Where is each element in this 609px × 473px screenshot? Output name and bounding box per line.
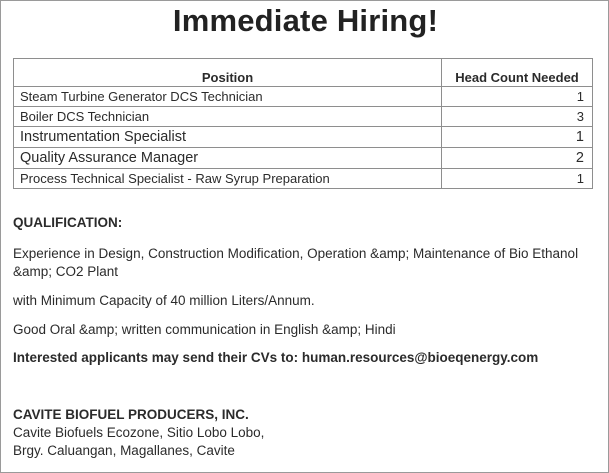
- table-row: [14, 169, 593, 189]
- table-header-row: [14, 59, 593, 87]
- qualification-heading: QUALIFICATION:: [13, 215, 123, 230]
- qualification-communication: Good Oral &amp; written communication in English &amp; Hindi: [13, 322, 396, 337]
- table-row: [14, 148, 593, 169]
- position-cell: Boiler DCS Technician: [14, 107, 442, 127]
- head-count-cell: 3: [442, 107, 593, 127]
- position-cell: Instrumentation Specialist: [14, 127, 442, 148]
- table-row: [14, 87, 593, 107]
- qualification-experience: Experience in Design, Construction Modification, Operation &amp; Maintenance of Bio Ethanol &amp; CO2 Plant: [13, 246, 579, 279]
- positions-table: [13, 58, 593, 189]
- head-count-cell: 1: [442, 169, 593, 189]
- head-count-cell: 2: [442, 148, 593, 169]
- application-instructions: Interested applicants may send their CVs to: human.resources@bioeqenergy.com: [13, 350, 539, 365]
- head-count-cell: 1: [442, 127, 593, 148]
- company-address-line-2: Brgy. Caluangan, Magallanes, Cavite: [13, 443, 235, 458]
- page-title: Immediate Hiring!: [172, 3, 439, 38]
- position-cell: Process Technical Specialist - Raw Syrup Preparation: [14, 169, 442, 189]
- position-cell: Steam Turbine Generator DCS Technician: [14, 87, 442, 107]
- company-name: CAVITE BIOFUEL PRODUCERS, INC.: [13, 407, 249, 422]
- qualification-capacity: with Minimum Capacity of 40 million Liters/Annum.: [13, 293, 315, 308]
- position-cell: Quality Assurance Manager: [14, 148, 442, 169]
- table-row: [14, 127, 593, 148]
- table-row: [14, 107, 593, 127]
- head-count-cell: 1: [442, 87, 593, 107]
- company-address-line-1: Cavite Biofuels Ecozone, Sitio Lobo Lobo,: [13, 425, 265, 440]
- position-column-header: Position: [14, 59, 442, 87]
- head-count-column-header: Head Count Needed: [442, 59, 593, 87]
